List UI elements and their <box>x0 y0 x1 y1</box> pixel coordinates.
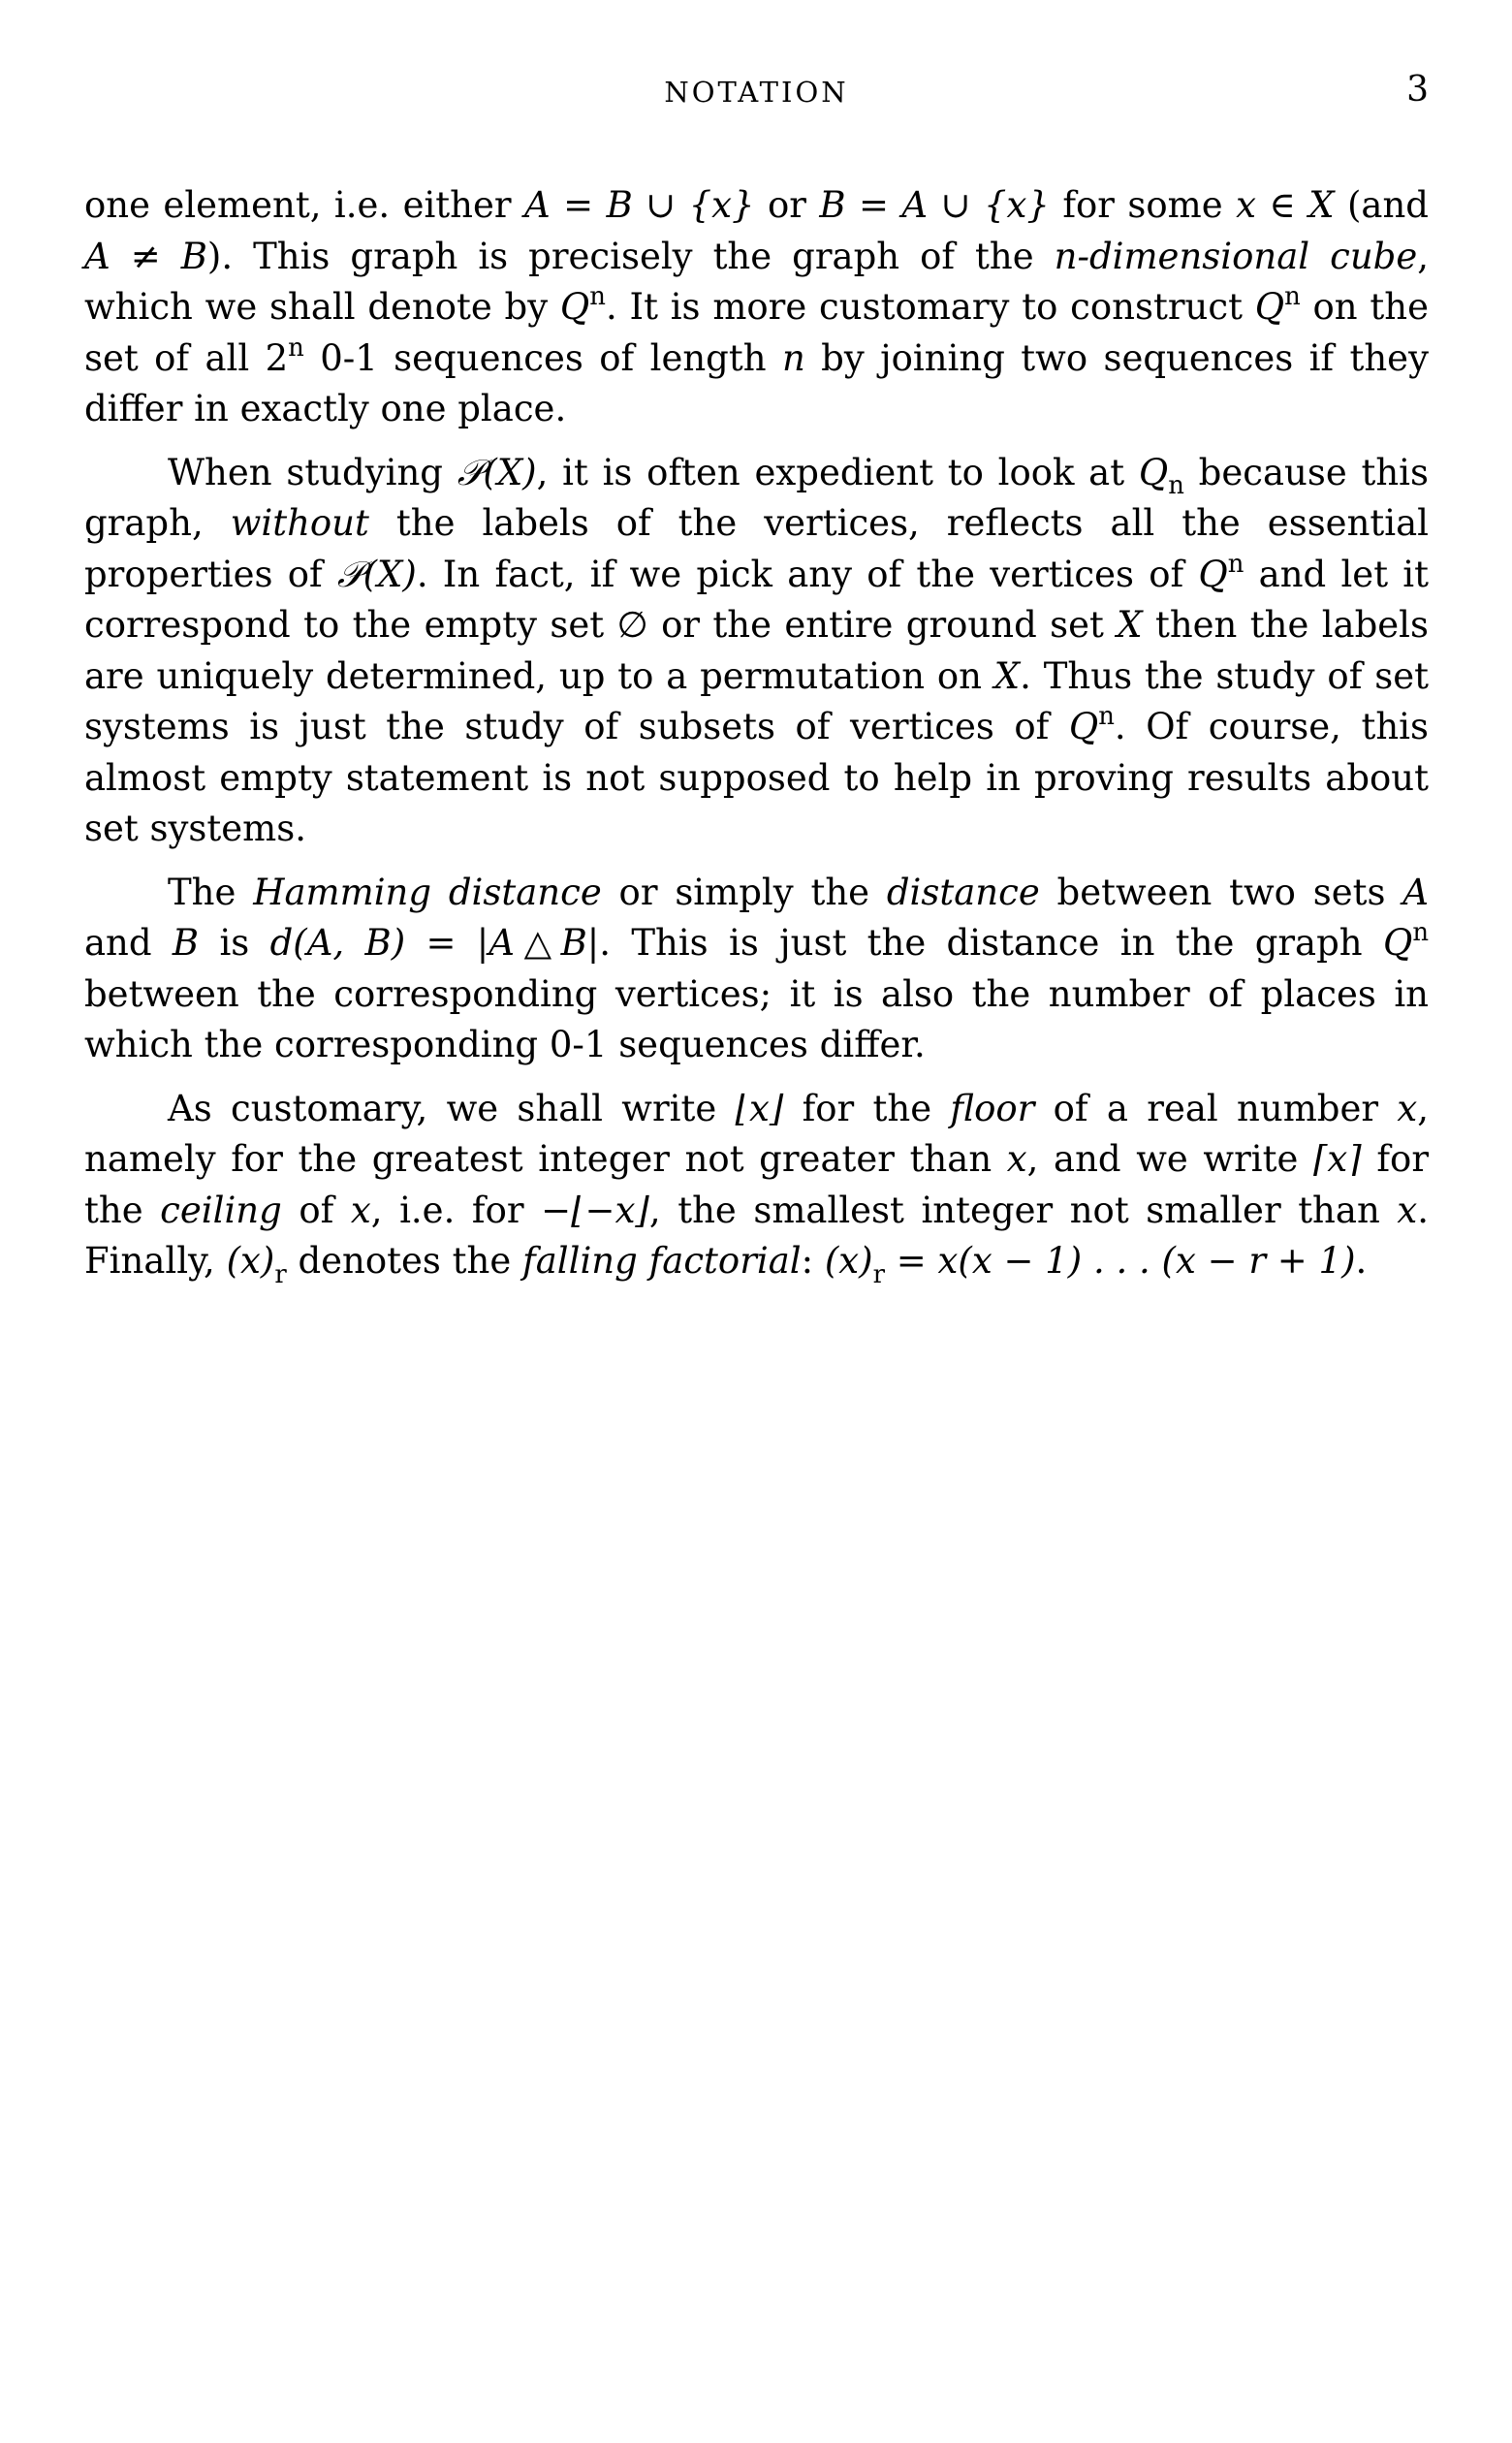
text-run: : <box>801 1240 825 1282</box>
math-inline: (x) <box>824 1240 873 1282</box>
math-inline: A <box>1402 871 1429 913</box>
text-body <box>84 180 1429 1287</box>
math-inline: = x(x − 1) . . . (x − r + 1) <box>885 1240 1356 1282</box>
emphasis-term: floor <box>950 1087 1035 1129</box>
running-head <box>84 70 1429 120</box>
math-inline: Q <box>559 286 590 328</box>
paragraph-cube-definition <box>84 180 1429 435</box>
text-run: . Finally, <box>84 1189 1429 1282</box>
emphasis-term: distance <box>886 871 1040 913</box>
text-run: one element, i.e. either <box>84 184 525 226</box>
text-run: 0-1 sequences of length <box>303 336 782 379</box>
text-run: As customary, we shall write <box>168 1087 736 1129</box>
math-inline: 𝒫(X) <box>336 553 417 595</box>
text-run: , i.e. for <box>370 1189 542 1231</box>
math-superscript: n <box>1227 549 1244 579</box>
page-number: 3 <box>1406 70 1429 110</box>
emphasis-term: n-dimensional cube <box>1054 235 1418 277</box>
math-superscript: n <box>1098 702 1115 732</box>
text-run: , which we shall denote by <box>84 235 1429 328</box>
paragraph-hamming-distance <box>84 868 1429 1071</box>
text-run: because this graph, <box>84 451 1429 544</box>
math-inline: Q <box>1068 706 1099 747</box>
math-inline: B <box>172 922 200 964</box>
math-inline: x <box>350 1189 371 1231</box>
emphasis-term: Hamming distance <box>253 871 602 913</box>
emphasis-term: falling factorial <box>522 1240 802 1282</box>
text-run: between two sets <box>1039 871 1403 913</box>
math-inline: n <box>781 336 805 379</box>
math-inline: Q <box>1198 553 1228 595</box>
text-run: or <box>754 184 820 226</box>
math-superscript: n <box>1284 282 1301 312</box>
math-inline: X <box>993 654 1021 697</box>
math-inline: Q <box>1382 922 1413 964</box>
text-run: . Of course, this almost empty statement is not supposed to help in proving results about set systems. <box>84 706 1429 849</box>
emphasis-term: ceiling <box>160 1189 282 1231</box>
text-run: (and <box>1334 184 1429 226</box>
math-inline: x <box>1397 1189 1418 1231</box>
text-run: between the corresponding vertices; it is also the number of places in which the corresponding 0-1 sequences differ. <box>84 972 1429 1065</box>
math-inline: x <box>1397 1087 1418 1129</box>
running-title: NOTATION <box>664 76 849 109</box>
math-inline: x ∈ X <box>1236 184 1335 226</box>
text-run: denotes the <box>286 1240 523 1282</box>
math-inline: ⌊x⌋ <box>735 1087 784 1129</box>
text-run: The <box>168 871 254 913</box>
text-run: or simply the <box>601 871 887 913</box>
math-inline: ⌈x⌉ <box>1312 1138 1362 1180</box>
text-run: of <box>281 1189 351 1231</box>
text-run: of a real number <box>1034 1087 1398 1129</box>
math-inline: X <box>1117 604 1143 646</box>
text-run: , it is often expedient to look at <box>536 451 1139 493</box>
text-run: is <box>199 922 270 964</box>
text-run: for some <box>1049 184 1237 226</box>
math-inline: ∅ <box>616 604 648 646</box>
text-run: and <box>84 922 173 964</box>
text-run: ). This graph is precisely the graph of the <box>206 235 1055 277</box>
math-superscript: n <box>288 333 304 363</box>
math-superscript: n <box>1412 918 1429 948</box>
text-run: , the smallest integer not smaller than <box>648 1189 1398 1231</box>
math-inline: 2 <box>265 336 289 379</box>
text-run: . <box>1355 1240 1368 1282</box>
text-run: When studying <box>168 451 457 493</box>
math-inline: −⌊−x⌋ <box>541 1189 649 1231</box>
math-inline: Q <box>1254 286 1285 328</box>
math-inline: A = B ∪ {x} <box>524 184 755 226</box>
paragraph-floor-ceiling <box>84 1084 1429 1287</box>
text-run: by joining two sequences if they differ in exactly one place. <box>84 336 1429 429</box>
text-run: . Thus the study of set systems is just the study of subsets of vertices of <box>84 654 1429 747</box>
math-inline: x <box>1006 1138 1027 1180</box>
text-run: then the labels are uniquely determined, up to a permutation on <box>84 604 1430 697</box>
paragraph-power-set <box>84 448 1429 855</box>
text-run: . This is just the distance in the graph <box>599 922 1383 964</box>
math-inline: A ≠ B <box>84 235 207 277</box>
text-run: for the <box>783 1087 951 1129</box>
text-run: the labels of the vertices, reflects all the essential properties of <box>84 502 1430 595</box>
math-inline: B = A ∪ {x} <box>819 184 1050 226</box>
text-run: or the entire ground set <box>647 604 1118 646</box>
math-superscript: n <box>589 282 606 312</box>
math-subscript: n <box>1168 471 1184 501</box>
text-run: and let it correspond to the empty set <box>84 553 1429 646</box>
math-inline: Q <box>1138 451 1169 493</box>
text-run: , namely for the greatest integer not greater than <box>84 1087 1429 1180</box>
text-run: . It is more customary to construct <box>605 286 1255 328</box>
math-subscript: r <box>872 1259 885 1289</box>
text-run: , and we write <box>1026 1138 1313 1180</box>
math-inline: 𝒫(X) <box>457 451 537 493</box>
text-run: . In fact, if we pick any of the vertices of <box>416 553 1199 595</box>
text-run: on the set of all <box>84 286 1429 379</box>
math-subscript: r <box>274 1259 287 1289</box>
emphasis-term: without <box>230 502 369 544</box>
math-inline: (x) <box>226 1240 275 1282</box>
math-inline: d(A, B) = |A△B| <box>269 922 600 964</box>
text-run: for the <box>84 1138 1430 1231</box>
